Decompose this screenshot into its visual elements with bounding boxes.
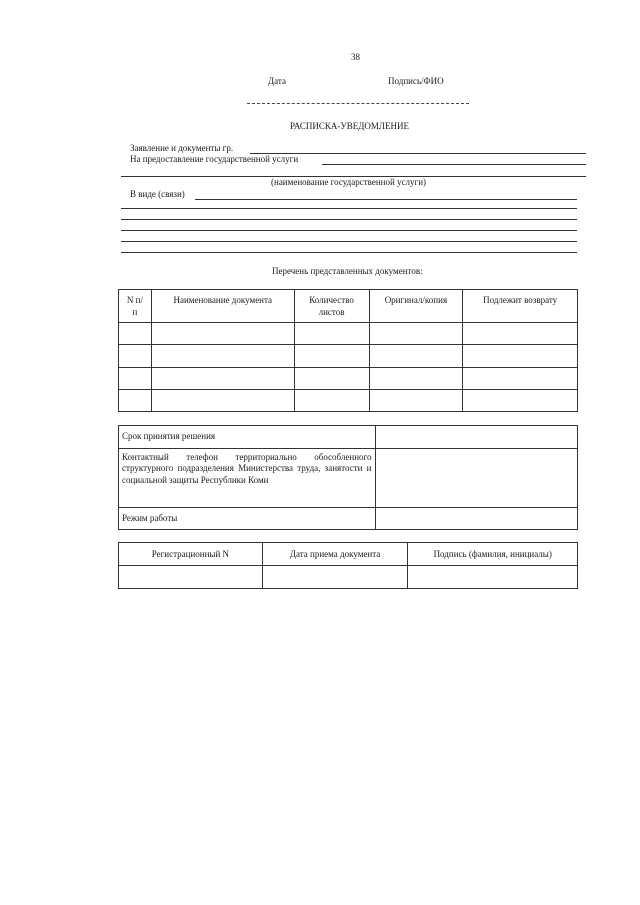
documents-table bbox=[118, 289, 578, 412]
col-header-return: Подлежит возврату bbox=[463, 290, 578, 323]
table-cell[interactable] bbox=[369, 368, 463, 390]
signature-line bbox=[247, 103, 469, 104]
table-cell[interactable] bbox=[369, 390, 463, 412]
contact-phone-label: Контактный телефон территориально обособленного структурного подразделения Министерства труда, занятости и социальной защиты Республики Коми bbox=[119, 449, 376, 508]
table-row bbox=[119, 566, 578, 589]
table-cell[interactable] bbox=[151, 323, 294, 345]
table-cell[interactable] bbox=[119, 323, 152, 345]
service-field[interactable] bbox=[322, 164, 586, 165]
blank-line-1[interactable] bbox=[121, 208, 577, 209]
blank-line-3[interactable] bbox=[121, 230, 577, 231]
table-cell[interactable] bbox=[463, 368, 578, 390]
table-cell[interactable] bbox=[369, 323, 463, 345]
col-header-sheet-count: Количество листов bbox=[294, 290, 369, 323]
table-cell[interactable] bbox=[294, 368, 369, 390]
table-cell[interactable] bbox=[294, 345, 369, 368]
table-cell[interactable] bbox=[119, 345, 152, 368]
registration-table-header bbox=[119, 543, 578, 566]
table-cell[interactable] bbox=[408, 566, 578, 589]
documents-list-title: Перечень представленных документов: bbox=[272, 266, 423, 276]
registration-table bbox=[118, 542, 578, 589]
decision-term-value[interactable] bbox=[375, 426, 578, 449]
info-row-decision-term bbox=[119, 426, 578, 449]
work-hours-label: Режим работы bbox=[119, 508, 376, 530]
signature-label: Подпись/ФИО bbox=[388, 76, 444, 86]
info-row-work-hours bbox=[119, 508, 578, 530]
contact-method-label: В виде (связи) bbox=[130, 189, 185, 199]
col-header-document-name: Наименование документа bbox=[151, 290, 294, 323]
work-hours-value[interactable] bbox=[375, 508, 578, 530]
table-row bbox=[119, 323, 578, 345]
col-header-number: N п/п bbox=[119, 290, 152, 323]
table-cell[interactable] bbox=[119, 390, 152, 412]
applicant-label: Заявление и документы гр. bbox=[130, 143, 234, 153]
table-cell[interactable] bbox=[119, 566, 263, 589]
documents-table-header bbox=[119, 290, 578, 323]
contact-phone-value[interactable] bbox=[375, 449, 578, 508]
info-row-contact-phone bbox=[119, 449, 578, 508]
col-header-signature: Подпись (фамилия, инициалы) bbox=[408, 543, 578, 566]
contact-method-field[interactable] bbox=[195, 199, 577, 200]
table-cell[interactable] bbox=[151, 390, 294, 412]
applicant-field[interactable] bbox=[250, 153, 586, 154]
table-cell[interactable] bbox=[262, 566, 408, 589]
table-cell[interactable] bbox=[294, 390, 369, 412]
document-title: РАСПИСКА-УВЕДОМЛЕНИЕ bbox=[290, 121, 410, 131]
col-header-acceptance-date: Дата приема документа bbox=[262, 543, 408, 566]
table-row bbox=[119, 345, 578, 368]
table-cell[interactable] bbox=[369, 345, 463, 368]
decision-term-label: Срок принятия решения bbox=[119, 426, 376, 449]
table-cell[interactable] bbox=[294, 323, 369, 345]
blank-line-2[interactable] bbox=[121, 219, 577, 220]
blank-line-5[interactable] bbox=[121, 252, 577, 253]
table-cell[interactable] bbox=[119, 368, 152, 390]
table-cell[interactable] bbox=[463, 323, 578, 345]
service-label: На предоставление государственной услуги bbox=[130, 154, 299, 164]
table-cell[interactable] bbox=[463, 345, 578, 368]
table-cell[interactable] bbox=[151, 368, 294, 390]
table-cell[interactable] bbox=[151, 345, 294, 368]
col-header-registration-number: Регистрационный N bbox=[119, 543, 263, 566]
date-label: Дата bbox=[268, 76, 286, 86]
table-row bbox=[119, 390, 578, 412]
page-number: 38 bbox=[351, 52, 360, 62]
table-row bbox=[119, 368, 578, 390]
blank-line-4[interactable] bbox=[121, 241, 577, 242]
info-table bbox=[118, 425, 578, 530]
table-cell[interactable] bbox=[463, 390, 578, 412]
col-header-original-copy: Оригинал/копия bbox=[369, 290, 463, 323]
service-caption: (наименование государственной услуги) bbox=[271, 177, 427, 187]
